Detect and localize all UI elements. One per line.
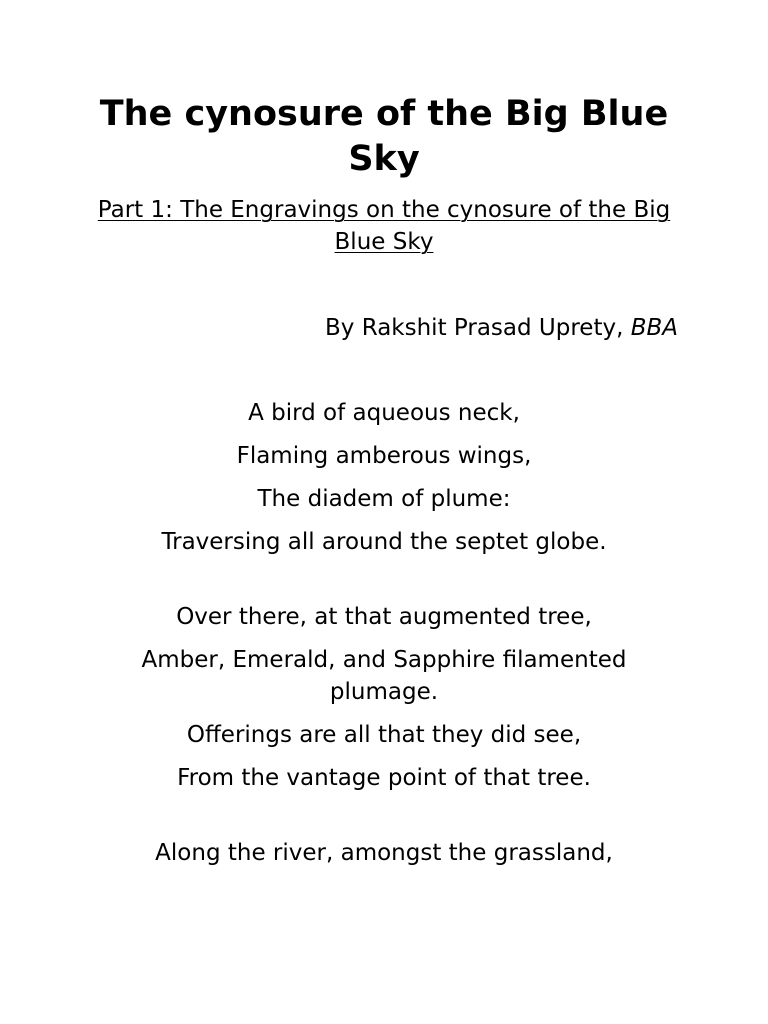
- poem-line: Traversing all around the septet globe.: [161, 529, 607, 555]
- poem-line: A bird of aqueous neck,: [248, 400, 520, 426]
- stanza-2: [84, 601, 684, 794]
- author-name: By Rakshit Prasad Uprety,: [325, 315, 631, 341]
- poem-line: Amber, Emerald, and Sapphire filamented plumage.: [141, 647, 627, 705]
- poem-line: Flaming amberous wings,: [236, 443, 532, 469]
- author-byline: [84, 312, 678, 344]
- poem-line: Over there, at that augmented tree,: [176, 604, 592, 630]
- poem-body: [84, 397, 684, 912]
- poem-line: The diadem of plume:: [257, 486, 511, 512]
- part-subtitle: Part 1: The Engravings on the cynosure of the Big Blue Sky: [97, 197, 671, 255]
- stanza-1: [84, 397, 684, 558]
- stanza-3: [84, 837, 684, 869]
- poem-line: Along the river, amongst the grassland,: [155, 840, 613, 866]
- author-degree: BBA: [630, 315, 678, 341]
- page-title: The cynosure of the Big Blue Sky: [99, 94, 669, 179]
- poem-line: From the vantage point of that tree.: [177, 765, 591, 791]
- poem-line: Offerings are all that they did see,: [186, 722, 582, 748]
